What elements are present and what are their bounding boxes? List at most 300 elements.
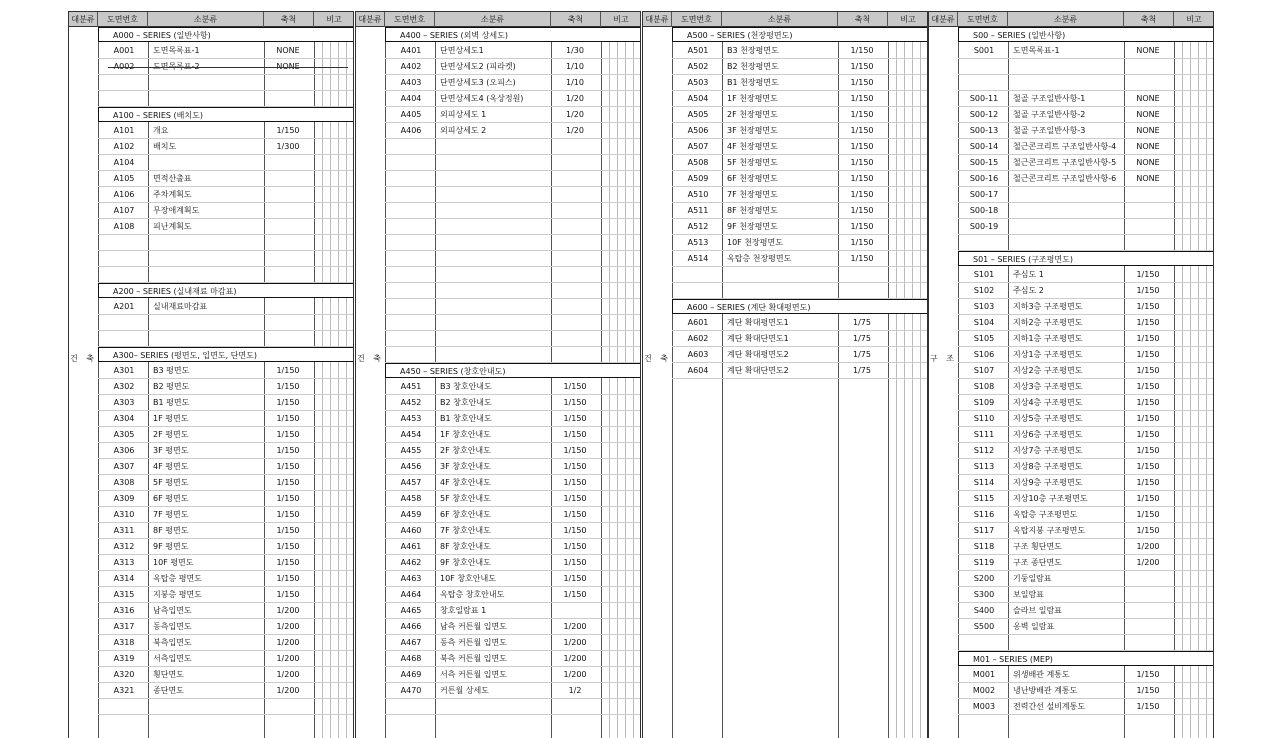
table-row <box>958 59 1214 75</box>
drawing-scale: 1/150 <box>276 510 300 519</box>
table-row <box>958 603 1214 619</box>
table-row <box>958 587 1214 603</box>
table-row <box>958 427 1214 443</box>
table-row <box>958 299 1214 315</box>
drawing-number: A455 <box>400 446 422 455</box>
table-row <box>672 347 928 363</box>
drawing-scale: 1/150 <box>850 126 874 135</box>
series-header: M01 – SERIES (MEP) <box>958 651 1214 666</box>
header-category: 대분류 <box>929 12 958 27</box>
drawing-title: 5F 창호안내도 <box>440 494 491 503</box>
drawing-number: A102 <box>113 142 135 151</box>
drawing-title: 철골 구조일반사항-3 <box>1013 126 1086 135</box>
drawing-scale: 1/30 <box>566 46 584 55</box>
drawing-title: 위생배관 계통도 <box>1013 670 1070 679</box>
drawing-number: A451 <box>400 382 422 391</box>
table-row <box>672 107 928 123</box>
category-label: 건 축 <box>357 354 384 363</box>
drawing-scale: 1/150 <box>850 190 874 199</box>
drawing-scale: 1/150 <box>850 222 874 231</box>
drawing-title: 지상1층 구조평면도 <box>1013 350 1083 359</box>
table-row <box>98 251 354 267</box>
drawing-number: A461 <box>400 542 422 551</box>
drawing-title: 종단면도 <box>153 686 184 695</box>
table-row <box>98 187 354 203</box>
drawing-number: A403 <box>400 78 422 87</box>
drawing-number: A464 <box>400 590 422 599</box>
header-drawing-no: 도면번호 <box>958 12 1008 27</box>
drawing-scale: 1/150 <box>276 462 300 471</box>
drawing-title: 지상10층 구조평면도 <box>1013 494 1088 503</box>
drawing-number: S200 <box>973 574 995 583</box>
drawing-number: A307 <box>113 462 135 471</box>
table-row <box>958 267 1214 283</box>
drawing-scale: 1/200 <box>563 654 587 663</box>
index-panel-4 <box>928 11 1214 738</box>
drawing-number: A454 <box>400 430 422 439</box>
table-row <box>98 123 354 139</box>
drawing-scale: 1/200 <box>276 638 300 647</box>
drawing-title: 단면상세도2 (피라켓) <box>440 62 516 71</box>
drawing-title: 외피상세도 1 <box>440 110 487 119</box>
series-header: S01 – SERIES (구조평면도) <box>958 251 1214 266</box>
drawing-number: A602 <box>687 334 709 343</box>
table-row <box>98 587 354 603</box>
table-row <box>385 187 641 203</box>
table-row <box>958 155 1214 171</box>
drawing-scale: 1/150 <box>563 382 587 391</box>
table-row <box>385 683 641 699</box>
drawing-number: A401 <box>400 46 422 55</box>
drawing-number: A321 <box>113 686 135 695</box>
drawing-title: 옥탑지붕 구조평면도 <box>1013 526 1086 535</box>
drawing-number: S00-18 <box>969 206 999 215</box>
drawing-title: 9F 평면도 <box>153 542 189 551</box>
drawing-title: 냉난방배관 계통도 <box>1013 686 1078 695</box>
drawing-number: S117 <box>973 526 995 535</box>
table-row <box>672 331 928 347</box>
drawing-title: 면적산출표 <box>153 174 192 183</box>
table-row <box>98 555 354 571</box>
drawing-number: S118 <box>973 542 995 551</box>
table-row <box>672 315 928 331</box>
drawing-title: 옥탑층 평면도 <box>153 574 202 583</box>
drawing-number: A604 <box>687 366 709 375</box>
drawing-number: A313 <box>113 558 135 567</box>
drawing-number: S500 <box>973 622 995 631</box>
drawing-title: 1F 창호안내도 <box>440 430 491 439</box>
drawing-scale: 1/150 <box>563 542 587 551</box>
table-row <box>958 683 1214 699</box>
drawing-scale: 1/200 <box>1136 558 1160 567</box>
drawing-scale: 1/150 <box>1136 398 1160 407</box>
drawing-number: A511 <box>687 206 709 215</box>
drawing-number: A001 <box>113 46 135 55</box>
drawing-number: A509 <box>687 174 709 183</box>
drawing-number: A603 <box>687 350 709 359</box>
drawing-title: 무장애계획도 <box>153 206 200 215</box>
drawing-number: S103 <box>973 302 995 311</box>
drawing-title: 외피상세도 2 <box>440 126 487 135</box>
drawing-number: A406 <box>400 126 422 135</box>
table-row <box>98 139 354 155</box>
drawing-scale: 1/150 <box>276 366 300 375</box>
drawing-scale: 1/150 <box>850 206 874 215</box>
drawing-scale: 1/150 <box>850 238 874 247</box>
drawing-scale: 1/150 <box>276 414 300 423</box>
drawing-number: A302 <box>113 382 135 391</box>
table-row <box>672 123 928 139</box>
drawing-title: 철근콘크리트 구조일반사항-6 <box>1013 174 1117 183</box>
drawing-title: 지상2층 구조평면도 <box>1013 366 1083 375</box>
header-title: 소분류 <box>722 12 838 27</box>
drawing-scale: 1/150 <box>563 494 587 503</box>
drawing-scale: 1/150 <box>563 462 587 471</box>
drawing-number: A457 <box>400 478 422 487</box>
drawing-scale: NONE <box>1136 94 1160 103</box>
drawing-scale: 1/200 <box>563 638 587 647</box>
drawing-number: A510 <box>687 190 709 199</box>
table-row <box>958 139 1214 155</box>
drawing-number: A309 <box>113 494 135 503</box>
drawing-number: A405 <box>400 110 422 119</box>
drawing-number: A308 <box>113 478 135 487</box>
drawing-title: 지상3층 구조평면도 <box>1013 382 1083 391</box>
drawing-scale: 1/150 <box>1136 366 1160 375</box>
drawing-scale: 1/200 <box>276 622 300 631</box>
drawing-scale: 1/200 <box>276 606 300 615</box>
table-row <box>672 187 928 203</box>
drawing-number: A305 <box>113 430 135 439</box>
drawing-number: M001 <box>972 670 996 679</box>
drawing-number: A452 <box>400 398 422 407</box>
strikethrough-line <box>108 67 348 68</box>
drawing-title: 옥탑층 천장평면도 <box>727 254 792 263</box>
header-remarks: 비고 <box>888 12 928 27</box>
table-row <box>958 219 1214 235</box>
drawing-number: A463 <box>400 574 422 583</box>
drawing-scale: 1/200 <box>276 654 300 663</box>
drawing-number: S102 <box>973 286 995 295</box>
drawing-scale: NONE <box>1136 110 1160 119</box>
table-row <box>385 539 641 555</box>
drawing-scale: 1/150 <box>563 430 587 439</box>
drawing-title: 커튼월 상세도 <box>440 686 489 695</box>
drawing-number: A107 <box>113 206 135 215</box>
drawing-scale: 1/150 <box>1136 302 1160 311</box>
drawing-scale: 1/150 <box>1136 670 1160 679</box>
table-row <box>98 683 354 699</box>
table-row <box>958 507 1214 523</box>
drawing-scale: 1/150 <box>1136 270 1160 279</box>
drawing-scale: 1/75 <box>853 366 871 375</box>
series-header: A450 – SERIES (창호안내도) <box>385 363 641 378</box>
table-row <box>98 299 354 315</box>
drawing-number: A459 <box>400 510 422 519</box>
table-row <box>385 251 641 267</box>
drawing-number: A505 <box>687 110 709 119</box>
drawing-number: S400 <box>973 606 995 615</box>
drawing-number: M003 <box>972 702 996 711</box>
drawing-number: A466 <box>400 622 422 631</box>
drawing-number: S114 <box>973 478 995 487</box>
drawing-scale: 1/150 <box>563 510 587 519</box>
drawing-number: A508 <box>687 158 709 167</box>
drawing-scale: 1/200 <box>563 670 587 679</box>
drawing-title: 서측 커튼월 입면도 <box>440 670 507 679</box>
category-label: 구 조 <box>930 354 957 363</box>
drawing-title: 서측입면도 <box>153 654 192 663</box>
drawing-title: 주차계획도 <box>153 190 192 199</box>
table-row <box>98 395 354 411</box>
table-row <box>98 667 354 683</box>
table-row <box>385 219 641 235</box>
drawing-title: 남측 커튼월 입면도 <box>440 622 507 631</box>
drawing-title: 8F 평면도 <box>153 526 189 535</box>
table-row <box>385 491 641 507</box>
drawing-title: 2F 창호안내도 <box>440 446 491 455</box>
category-label: 건 축 <box>70 354 97 363</box>
drawing-number: A462 <box>400 558 422 567</box>
header-scale: 축척 <box>1124 12 1174 27</box>
drawing-scale: 1/150 <box>276 590 300 599</box>
table-row <box>385 235 641 251</box>
drawing-number: S113 <box>973 462 995 471</box>
table-row <box>958 171 1214 187</box>
drawing-scale: 1/10 <box>566 62 584 71</box>
drawing-scale: 1/20 <box>566 126 584 135</box>
drawing-number: A101 <box>113 126 135 135</box>
drawing-number: A468 <box>400 654 422 663</box>
drawing-title: 지상8층 구조평면도 <box>1013 462 1083 471</box>
drawing-number: A453 <box>400 414 422 423</box>
drawing-scale: 1/150 <box>276 382 300 391</box>
drawing-scale: 1/150 <box>1136 382 1160 391</box>
drawing-title: B3 천장평면도 <box>727 46 779 55</box>
table-header <box>69 11 353 27</box>
drawing-title: B3 창호안내도 <box>440 382 492 391</box>
drawing-scale: 1/150 <box>850 62 874 71</box>
drawing-number: A104 <box>113 158 135 167</box>
drawing-number: A315 <box>113 590 135 599</box>
table-row <box>958 379 1214 395</box>
drawing-number: A106 <box>113 190 135 199</box>
header-title: 소분류 <box>1008 12 1124 27</box>
table-row <box>958 107 1214 123</box>
table-row <box>958 363 1214 379</box>
header-category: 대분류 <box>69 12 98 27</box>
table-row <box>385 171 641 187</box>
drawing-title: B1 창호안내도 <box>440 414 492 423</box>
drawing-number: S108 <box>973 382 995 391</box>
drawing-number: A506 <box>687 126 709 135</box>
table-row <box>958 283 1214 299</box>
drawing-title: 동측입면도 <box>153 622 192 631</box>
drawing-number: A317 <box>113 622 135 631</box>
drawing-scale: 1/75 <box>853 334 871 343</box>
table-row <box>385 91 641 107</box>
table-row <box>385 555 641 571</box>
series-header: A200 – SERIES (실내재료 마감표) <box>98 283 354 298</box>
table-row <box>958 523 1214 539</box>
drawing-title: B1 천장평면도 <box>727 78 779 87</box>
drawing-number: S106 <box>973 350 995 359</box>
table-row <box>98 507 354 523</box>
drawing-scale: NONE <box>1136 126 1160 135</box>
drawing-number: S107 <box>973 366 995 375</box>
table-row <box>98 603 354 619</box>
drawing-number: A312 <box>113 542 135 551</box>
drawing-scale: NONE <box>1136 158 1160 167</box>
table-row <box>385 75 641 91</box>
drawing-scale: 1/150 <box>563 398 587 407</box>
table-row <box>98 443 354 459</box>
table-row <box>98 635 354 651</box>
drawing-scale: 1/200 <box>276 686 300 695</box>
drawing-scale: 1/150 <box>563 574 587 583</box>
drawing-title: 구조 횡단면도 <box>1013 542 1062 551</box>
table-header <box>643 11 927 27</box>
drawing-scale: 1/150 <box>276 430 300 439</box>
table-row <box>672 59 928 75</box>
drawing-scale: 1/150 <box>276 574 300 583</box>
table-row <box>385 459 641 475</box>
drawing-number: A470 <box>400 686 422 695</box>
table-row <box>385 395 641 411</box>
drawing-scale: 1/150 <box>276 478 300 487</box>
drawing-number: A201 <box>113 302 135 311</box>
header-title: 소분류 <box>148 12 264 27</box>
table-row <box>98 267 354 283</box>
drawing-number: A460 <box>400 526 422 535</box>
table-row <box>385 331 641 347</box>
drawing-number: S116 <box>973 510 995 519</box>
drawing-number: A002 <box>113 62 135 71</box>
drawing-title: 계단 확대단면도1 <box>727 334 789 343</box>
drawing-title: 3F 천장평면도 <box>727 126 778 135</box>
table-row <box>958 91 1214 107</box>
table-row <box>98 91 354 107</box>
drawing-number: M002 <box>972 686 996 695</box>
table-row <box>672 283 928 299</box>
header-remarks: 비고 <box>1174 12 1214 27</box>
series-header: A100 – SERIES (배치도) <box>98 107 354 122</box>
drawing-scale: 1/150 <box>1136 510 1160 519</box>
table-row <box>98 363 354 379</box>
drawing-title: 지하2층 구조평면도 <box>1013 318 1083 327</box>
drawing-number: S112 <box>973 446 995 455</box>
drawing-title: 6F 천장평면도 <box>727 174 778 183</box>
table-row <box>958 555 1214 571</box>
table-row <box>385 283 641 299</box>
drawing-scale: 1/150 <box>1136 318 1160 327</box>
table-row <box>385 619 641 635</box>
drawing-title: 지하3층 구조평면도 <box>1013 302 1083 311</box>
drawing-scale: 1/75 <box>853 318 871 327</box>
drawing-number: A501 <box>687 46 709 55</box>
table-row <box>385 155 641 171</box>
drawing-scale: 1/300 <box>276 142 300 151</box>
table-row <box>672 43 928 59</box>
drawing-number: A458 <box>400 494 422 503</box>
drawing-number: A402 <box>400 62 422 71</box>
table-row <box>385 443 641 459</box>
drawing-scale: 1/20 <box>566 94 584 103</box>
drawing-title: 지붕층 평면도 <box>153 590 202 599</box>
drawing-scale: 1/2 <box>568 686 582 695</box>
drawing-title: 9F 천장평면도 <box>727 222 778 231</box>
drawing-number: A304 <box>113 414 135 423</box>
drawing-title: 6F 창호안내도 <box>440 510 491 519</box>
drawing-scale: 1/20 <box>566 110 584 119</box>
drawing-number: A105 <box>113 174 135 183</box>
header-remarks: 비고 <box>601 12 641 27</box>
drawing-number: A301 <box>113 366 135 375</box>
drawing-scale: 1/150 <box>276 126 300 135</box>
drawing-title: 지상6층 구조평면도 <box>1013 430 1083 439</box>
drawing-number: A316 <box>113 606 135 615</box>
table-row <box>98 43 354 59</box>
table-row <box>98 75 354 91</box>
table-row <box>672 171 928 187</box>
table-row <box>958 571 1214 587</box>
drawing-title: 개요 <box>153 126 169 135</box>
drawing-number: A507 <box>687 142 709 151</box>
table-row <box>98 475 354 491</box>
table-row <box>385 427 641 443</box>
table-row <box>672 91 928 107</box>
drawing-title: B2 창호안내도 <box>440 398 492 407</box>
drawing-title: 지상9층 구조평면도 <box>1013 478 1083 487</box>
drawing-number: S00-17 <box>969 190 999 199</box>
drawing-number: S101 <box>973 270 995 279</box>
drawing-title: 3F 평면도 <box>153 446 189 455</box>
drawing-scale: 1/200 <box>1136 542 1160 551</box>
drawing-title: 도면목록표-1 <box>1013 46 1060 55</box>
table-row <box>958 75 1214 91</box>
drawing-scale: 1/150 <box>850 46 874 55</box>
drawing-number: A311 <box>113 526 135 535</box>
drawing-title: 실내재료마감표 <box>153 302 208 311</box>
drawing-scale: 1/75 <box>853 350 871 359</box>
drawing-title: 철골 구조일반사항-1 <box>1013 94 1086 103</box>
table-row <box>385 347 641 363</box>
table-row <box>958 699 1214 715</box>
drawing-scale: 1/150 <box>1136 334 1160 343</box>
table-row <box>98 235 354 251</box>
series-header: A500 – SERIES (천장평면도) <box>672 27 928 42</box>
drawing-title: 4F 평면도 <box>153 462 189 471</box>
table-row <box>98 651 354 667</box>
table-row <box>958 667 1214 683</box>
drawing-scale: 1/150 <box>563 590 587 599</box>
drawing-number: A601 <box>687 318 709 327</box>
table-row <box>385 139 641 155</box>
table-row <box>672 219 928 235</box>
table-header <box>356 11 640 27</box>
drawing-title: 1F 천장평면도 <box>727 94 778 103</box>
drawing-number: A404 <box>400 94 422 103</box>
table-row <box>98 491 354 507</box>
table-row <box>385 203 641 219</box>
drawing-title: 7F 창호안내도 <box>440 526 491 535</box>
drawing-number: S001 <box>973 46 995 55</box>
header-scale: 축척 <box>264 12 314 27</box>
table-row <box>385 123 641 139</box>
table-row <box>672 155 928 171</box>
drawing-number: A512 <box>687 222 709 231</box>
drawing-title: 단면상세도3 (오피스) <box>440 78 516 87</box>
